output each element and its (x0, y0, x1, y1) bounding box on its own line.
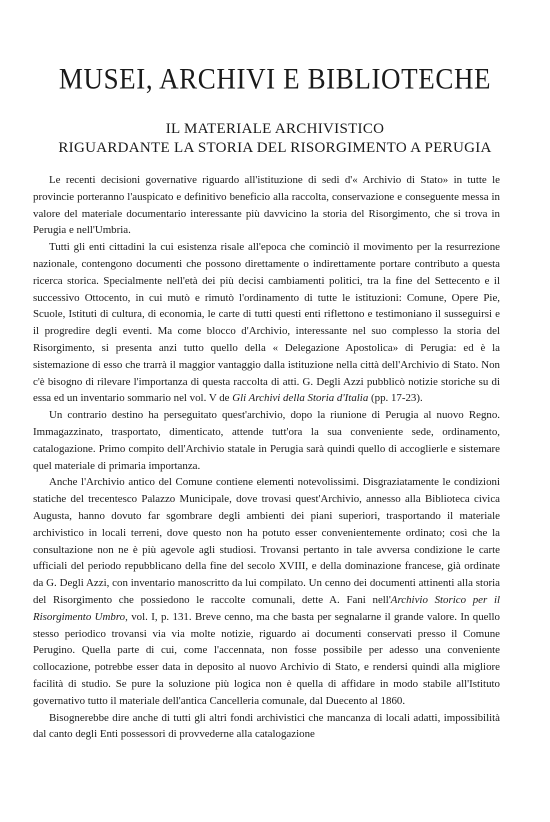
section-title: MUSEI, ARCHIVI E BIBLIOTECHE (58, 62, 492, 96)
paragraph-text: Le recenti decisioni governative riguardo all'istituzione di sedi d'« Archivio di Stato» in tutte le provincie porteranno l'auspicato e definitivo beneficio alla raccolta, conservazione e conseguente messa in valore del materiale documentario interessante più davvicino la storia del Risorgimento, che si trova in Perugia e nell'Umbria. (33, 174, 500, 237)
book-title: Gli Archivi della Storia d'Italia (232, 392, 369, 405)
paragraph-5 (33, 710, 500, 744)
paragraph-4 (33, 474, 500, 709)
paragraph-3 (33, 407, 500, 474)
paragraph-text: Tutti gli enti cittadini la cui esistenza risale all'epoca che cominciò il movimento per la resurrezione nazionale, contengono documenti che possono direttamente o indirettamente portare contributo a questa ricerca storica. Specialmente nell'età dei più decisi cambiamenti politici, tra la fine del Settecento e il successivo Ottocento, in cui mutò e rimutò l'ordinamento di tutte le istituzioni: Comune, Opere Pie, Scuole, Istituti di cultura, di economia, le carte di tutti questi enti riflettono e testimoniano il susseguirsi e il progredire degli eventi. Ma come blocco d'Archivio, interessante nel suo complesso la storia del Risorgimento, si presenta anzi tutto quello della « Delegazione Apostolica» di Perugia: ed è la sistemazione di esso che trarrà il maggior vantaggio dalla istituzione nella città dell'Archivio di Stato. Non c'è bisogno di rilevare l'importanza di questa raccolta di atti. G. Degli Azzi pubblicò notizie storiche su di essa ed un inventario sommario nel vol. V de (33, 241, 500, 405)
article-title (30, 120, 520, 158)
paragraph-text: Anche l'Archivio antico del Comune contiene elementi notevolissimi. Disgraziatamente le condizioni statiche del trecentesco Palazzo Municipale, dove trovasi quest'Archivio, annesso alla Biblioteca civica Augusta, hanno dovuto far sgombrare degli ambienti dei piani superiori, trasportando il materiale archivistico in locali terreni, dove questo non ha potuto esser convenientemente ordinato; così che la consultazione non ne è più agevole agli studiosi. Trovansi pertanto in tale avversa condizione le carte ufficiali del periodo repubblicano della fine del secolo XVIII, e della dominazione francese, già ordinate da G. Degli Azzi, con inventario manoscritto da lui compilato. Un cenno dei documenti attinenti alla storia del Risorgimento che possiedono le raccolte comunali, dette A. Fani nell' (33, 476, 500, 606)
paragraph-text-tail: (pp. 17-23). (368, 392, 423, 405)
periodical-title: Archivio Storico per il Risorgimento Umbro (33, 593, 500, 623)
article-title-line-1: IL MATERIALE ARCHIVISTICO (165, 121, 385, 137)
paragraph-text: Un contrario destino ha perseguitato quest'archivio, dopo la riunione di Perugia al nuovo Regno. Immagazzinato, trasportato, dimenticato, attende tutt'ora la sua conveniente sede, ordinamento, catalogazione. Primo compito dell'Archivio statale in Perugia sarà quindi quello di accoglierle e sistemare quel materiale di primaria importanza. (33, 409, 500, 472)
article-body (33, 172, 500, 743)
article-title-line-2: RIGUARDANTE LA STORIA DEL RISORGIMENTO A PERUGIA (58, 140, 492, 156)
paragraph-text-tail: , vol. I, p. 131. Breve cenno, ma che basta per segnalarne il grande valore. In quello stesso periodico trovansi via via molte notizie, riguardo ai documenti conservati presso il Comune Perugino. Quella parte di cui, come l'accennata, non fosse possibile per adesso una conveniente collocazione, potrebbe esser data in deposito al nuovo Archivio di Stato, e rendersi quindi alla migliore facilità di studio. Se pure la soluzione più logica non è quella di affidare in modo stabile all'Istituto governativo tutto il materiale dell'antica Cancelleria comunale, dal Duecento al 1860. (33, 610, 500, 707)
paragraph-1 (33, 172, 500, 239)
paragraph-2 (33, 239, 500, 407)
paragraph-text: Bisognerebbe dire anche di tutti gli altri fondi archivistici che mancanza di locali adatti, impossibilità dal canto degli Enti possessori di provvederne alla catalogazione (33, 711, 500, 741)
